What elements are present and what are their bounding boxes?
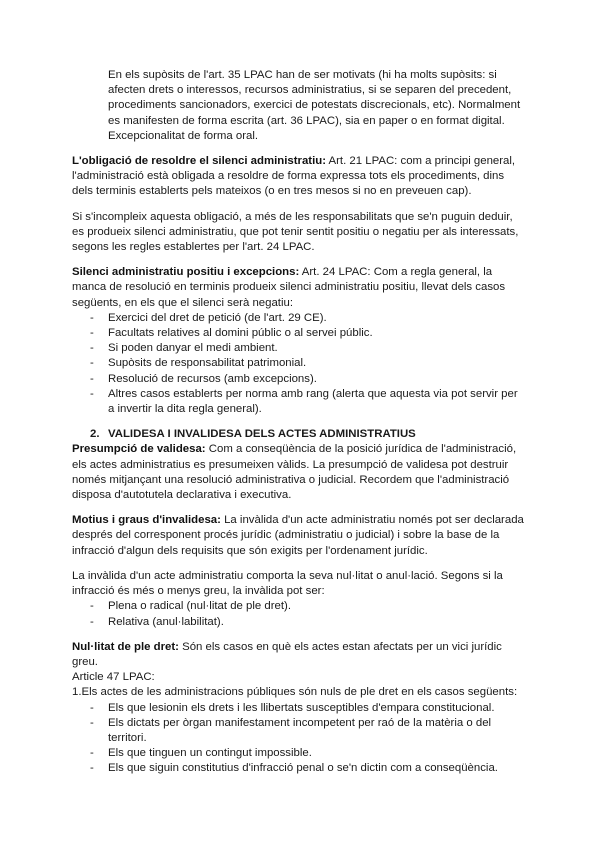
list-item: - Plena o radical (nul·litat de ple dret). xyxy=(72,599,527,614)
silenci-paragraph xyxy=(72,265,527,311)
nullitat-text: Són els casos en què els actes estan afectats per un vici jurídic greu. xyxy=(72,640,502,668)
list-item: - Facultats relatives al domini públic o al servei públic. xyxy=(72,326,527,341)
invalida-paragraph: La invàlida d'un acte administratiu comporta la seva nul·litat o anul·lació. Segons si la infracció és més o menys greu, la invàlida pot ser: xyxy=(72,569,503,598)
obligacio-paragraph xyxy=(72,154,527,200)
list-item: - Supòsits de responsabilitat patrimonial. xyxy=(72,356,527,371)
list-item: - Els que tinguen un contingut impossible. xyxy=(72,746,527,761)
invalida-list xyxy=(72,599,527,629)
list-item: - Els que siguin constitutius d'infracció penal o se'n dictin com a conseqüència. xyxy=(72,761,527,776)
list-item: - Exercici del dret de petició (de l'art. 29 CE). xyxy=(72,311,527,326)
silenci-title: Silenci administratiu positiu i excepcions: xyxy=(72,266,300,279)
nullitat-article: Article 47 LPAC: xyxy=(72,671,155,684)
presumpcio-text: Com a conseqüència de la posició jurídica de l'administració, els actes administratius es presumeixen vàlids. La presumpció de validesa pot destruir només mitjançant una resolució administrativa o judicial. Recordem que l'administració disposa d'autotutela declarativa i executiva. xyxy=(72,443,517,502)
list-item: - Altres casos establerts per norma amb rang (alerta que aquesta via pot servir per a invertir la dita regla general). xyxy=(72,387,527,417)
obligacio-text: Art. 21 LPAC: com a principi general, l'administració està obligada a resoldre de forma expressa tots els procediments, dins dels terminis establerts pels mateixos (o en tres mesos si no en preveuen cap). xyxy=(72,155,516,198)
incompleix-paragraph: Si s'incompleix aquesta obligació, a més de les responsabilitats que se'n puguin deduir, es produeix silenci administratiu, que pot tenir sentit positiu o negatiu per als interessats, segons les regles establertes per l'art. 24 LPAC. xyxy=(72,210,519,254)
presumpcio-title: Presumpció de validesa: xyxy=(72,443,206,456)
list-item: - Si poden danyar el medi ambient. xyxy=(72,341,527,356)
silenci-list xyxy=(72,311,527,417)
intro-paragraph: En els supòsits de l'art. 35 LPAC han de ser motivats (hi ha molts supòsits: si afecten drets o interessos, recursos administratius, si se separen del precedent, procediments sancionadors, exercici de potestats discrecionals, etc). Normalment es manifesten de forma escrita (art. 36 LPAC), sia en paper o en format digital. Excepcionalitat de forma oral. xyxy=(108,69,521,142)
nullitat-list xyxy=(72,701,527,777)
motius-text: La invàlida d'un acte administratiu només pot ser declarada després del corresponent procés jurídic (administratiu o judicial) i sobre la base de la infracció d'algun dels requisits que són exigits per l'ordenament jurídic. xyxy=(72,514,524,557)
section-heading xyxy=(72,427,527,442)
silenci-text: Art. 24 LPAC: Com a regla general, la manca de resolució en terminis produeix silenci administratiu positiu, llevat dels casos següents, en els que el silenci serà negatiu: xyxy=(72,266,506,309)
nullitat-point: 1.Els actes de les administracions públiques són nuls de ple dret en els casos següents: xyxy=(72,686,518,699)
nullitat-title: Nul·litat de ple dret: xyxy=(72,640,179,653)
list-item: - Relativa (anul·labilitat). xyxy=(72,615,527,630)
motius-paragraph xyxy=(72,513,527,559)
document-page xyxy=(72,68,527,777)
list-item: - Resolució de recursos (amb excepcions). xyxy=(72,372,527,387)
obligacio-title: L'obligació de resoldre el silenci administratiu: xyxy=(72,155,326,168)
list-item: - Els que lesionin els drets i les llibertats susceptibles d'empara constitucional. xyxy=(72,701,527,716)
list-item: - Els dictats per òrgan manifestament incompetent per raó de la matèria o del territori. xyxy=(72,716,527,746)
nullitat-paragraph xyxy=(72,640,527,670)
section-title: VALIDESA I INVALIDESA DELS ACTES ADMINISTRATIUS xyxy=(108,428,416,441)
section-number: 2. xyxy=(90,428,100,441)
motius-title: Motius i graus d'invalidesa: xyxy=(72,514,221,527)
presumpcio-paragraph xyxy=(72,442,527,503)
